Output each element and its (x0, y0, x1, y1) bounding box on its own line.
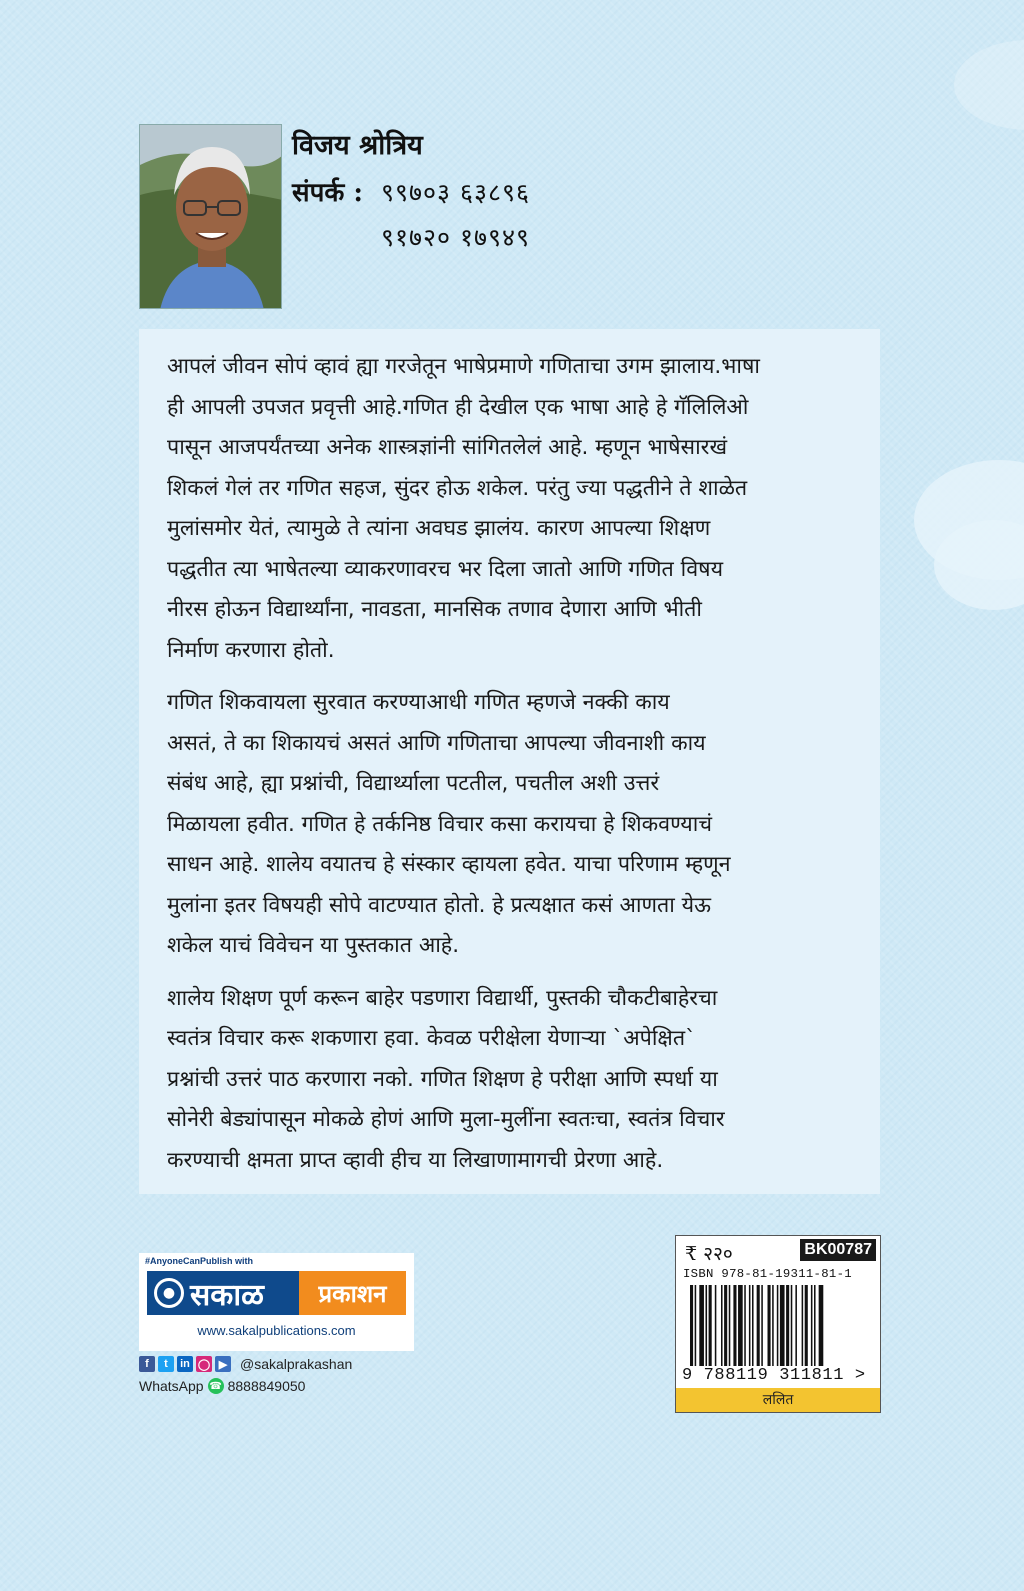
social-handle[interactable]: @sakalprakashan (240, 1356, 353, 1372)
whatsapp-number[interactable]: 8888849050 (227, 1378, 306, 1394)
linkedin-icon[interactable]: in (177, 1356, 193, 1372)
publisher-emblem-icon: ● (154, 1278, 184, 1308)
whatsapp-icon: ☎ (208, 1378, 224, 1394)
background-cloud (954, 40, 1024, 130)
publisher-brand (147, 1271, 299, 1315)
publisher-name: सकाळ (190, 1277, 264, 1313)
barcode-box (675, 1235, 881, 1413)
category-label: ललित (676, 1388, 880, 1412)
whatsapp-contact (139, 1378, 305, 1394)
publisher-tagline: #AnyoneCanPublish with (145, 1256, 254, 1266)
isbn-text: ISBN 978-81-19311-81-1 (683, 1267, 852, 1281)
author-photo (139, 124, 282, 309)
contact-label: संपर्क : (292, 178, 363, 208)
price: ₹ २२० (685, 1243, 733, 1265)
blurb-paragraph: गणित शिकवायला सुरवात करण्याआधी गणित म्हणजे नक्की काय असतं, ते का शिकायचं असतं आणि गणिताचा आपल्या जीवनाशी काय संबंध आहे, ह्या प्रश्नांची, विद्यार्थ्याला पटतील, पचतील अशी उत्तरं मिळायला हवीत. गणित हे तर्कनिष्ठ विचार कसा करायचा हे शिकवण्याचं साधन आहे. शालेय वयातच हे संस्कार व्हायला हवेत. याचा परिणाम म्हणून मुलांना इतर विषयही सोपे वाटण्यात होतो. हे प्रत्यक्षात कसं आणता येऊ शकेल याचं विवेचन या पुस्तकात आहे. (167, 690, 731, 958)
youtube-icon[interactable]: ▶ (215, 1356, 231, 1372)
ean-digits: 9 788119 311811 > (682, 1366, 866, 1385)
publisher-url[interactable]: www.sakalpublications.com (197, 1323, 356, 1338)
whatsapp-label: WhatsApp (139, 1378, 204, 1394)
book-code: BK00787 (800, 1239, 876, 1261)
blurb-paragraph: आपलं जीवन सोपं व्हावं ह्या गरजेतून भाषेप्रमाणे गणिताचा उगम झालाय.भाषा ही आपली उपजत प्रवृत्ती आहे.गणित ही देखील एक भाषा आहे हे गॅलिलिओ पासून आजपर्यंतच्या अनेक शास्त्रज्ञांनी सांगितलेलं आहे. म्हणून भाषेसारखं शिकलं गेलं तर गणित सहज, सुंदर होऊ शकेल. परंतु ज्या पद्धतीने ते शाळेत मुलांसमोर येतं, त्यामुळे ते त्यांना अवघड झालंय. कारण आपल्या शिक्षण पद्धतीत त्या भाषेतल्या व्याकरणावरच भर दिला जातो आणि गणित विषय नीरस होऊन विद्यार्थ्यांना, नावडता, मानसिक तणाव देणारा आणि भीती निर्माण करणारा होतो. (167, 354, 760, 663)
publisher-logo (139, 1253, 414, 1351)
publisher-subtitle: प्रकाशन (299, 1271, 406, 1315)
barcode-bars (690, 1285, 870, 1375)
social-links (139, 1356, 352, 1372)
twitter-icon[interactable]: t (158, 1356, 174, 1372)
phone-number: ९९७०३ ६३८९६ (381, 178, 530, 207)
author-name: विजय श्रोत्रिय (292, 130, 423, 161)
blurb-paragraph: शालेय शिक्षण पूर्ण करून बाहेर पडणारा विद्यार्थी, पुस्तकी चौकटीबाहेरचा स्वतंत्र विचार करू शकणारा हवा. केवळ परीक्षेला येणाऱ्या `अपेक्षित` प्रश्नांची उत्तरं पाठ करणारा नको. गणित शिक्षण हे परीक्षा आणि स्पर्धा या सोनेरी बेड्यांपासून मोकळे होणं आणि मुला-मुलींना स्वतःचा, स्वतंत्र विचार करण्याची क्षमता प्राप्त व्हावी हीच या लिखाणामागची प्रेरणा आहे. (167, 985, 725, 1173)
instagram-icon[interactable]: ◯ (196, 1356, 212, 1372)
phone-number: ९१७२० १७९४९ (381, 223, 530, 252)
facebook-icon[interactable]: f (139, 1356, 155, 1372)
blurb-panel (139, 329, 880, 1194)
